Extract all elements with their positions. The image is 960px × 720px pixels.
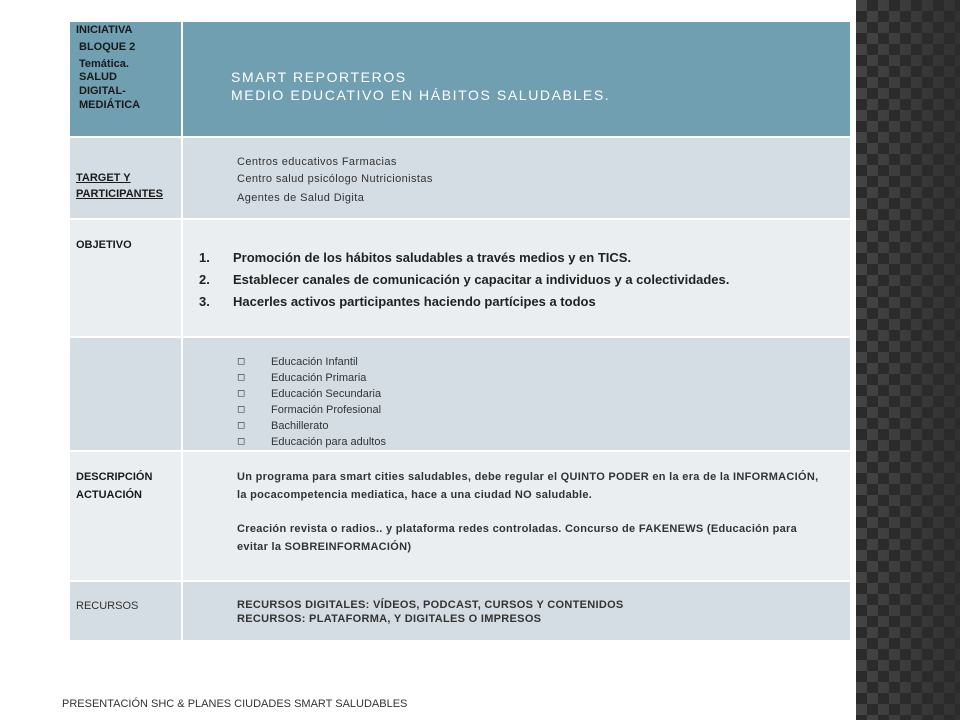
row-objective bbox=[69, 219, 851, 337]
initiative-label-cell bbox=[69, 21, 182, 137]
target-label-line-2: PARTICIPANTES bbox=[76, 188, 163, 200]
description-label-line-2: ACTUACIÓN bbox=[76, 489, 142, 501]
target-line-2: Centro salud psicólogo Nutricionistas bbox=[237, 173, 433, 185]
checkbox-icon: ◻ bbox=[237, 436, 246, 447]
objective-text: Establecer canales de comunicación y capacitar a individuos y a colectividades. bbox=[233, 272, 730, 287]
checkbox-icon: ◻ bbox=[237, 388, 246, 399]
row-target bbox=[69, 137, 851, 219]
levels-label-cell bbox=[69, 337, 182, 451]
level-item bbox=[237, 354, 850, 370]
initiative-table bbox=[68, 20, 852, 642]
initiative-title-line-1: SMART REPORTEROS bbox=[231, 69, 407, 85]
theme-line-3: MEDIÁTICA bbox=[79, 98, 141, 111]
objective-number: 2. bbox=[199, 272, 210, 287]
decorative-side-panel bbox=[856, 0, 960, 720]
objective-list bbox=[199, 248, 850, 312]
level-label: Formación Profesional bbox=[271, 404, 382, 416]
target-label-cell bbox=[69, 137, 182, 219]
target-content-cell bbox=[182, 137, 851, 219]
description-paragraph-2: Creación revista o radios.. y plataforma redes controladas. Concurso de FAKENEWS (Educación para evitar la SOBREINFORMACIÓN) bbox=[237, 523, 797, 553]
target-label-line-1: TARGET Y bbox=[76, 172, 131, 184]
checkbox-icon: ◻ bbox=[237, 420, 246, 431]
theme-label: Temática. bbox=[79, 57, 129, 70]
initiative-label: INICIATIVA bbox=[76, 24, 133, 36]
description-paragraph-1: Un programa para smart cities saludables, debe regular el QUINTO PODER en la era de la INFORMACIÓN, la pocacompetencia mediatica, hace a una ciudad NO saludable. bbox=[237, 471, 819, 501]
level-label: Educación Primaria bbox=[271, 372, 367, 384]
objective-label-cell bbox=[69, 219, 182, 337]
description-content-cell bbox=[182, 451, 851, 581]
row-description bbox=[69, 451, 851, 581]
resources-line-2: RECURSOS: PLATAFORMA, Y DIGITALES O IMPRESOS bbox=[237, 613, 542, 625]
checkbox-icon: ◻ bbox=[237, 372, 246, 383]
levels-content-cell bbox=[182, 337, 851, 451]
theme-line-2: DIGITAL- bbox=[79, 85, 126, 97]
description-label-cell bbox=[69, 451, 182, 581]
levels-list bbox=[237, 354, 850, 450]
checkbox-icon: ◻ bbox=[237, 404, 246, 415]
objective-number: 1. bbox=[199, 250, 210, 265]
objective-item bbox=[199, 270, 850, 290]
resources-line-1: RECURSOS DIGITALES: VÍDEOS, PODCAST, CURSOS Y CONTENIDOS bbox=[237, 599, 624, 611]
level-item bbox=[237, 402, 850, 418]
level-item bbox=[237, 386, 850, 402]
target-line-1: Centros educativos Farmacias bbox=[237, 156, 397, 168]
row-resources bbox=[69, 581, 851, 641]
row-levels bbox=[69, 337, 851, 451]
resources-content-cell bbox=[182, 581, 851, 641]
level-label: Bachillerato bbox=[271, 420, 329, 432]
objective-label: OBJETIVO bbox=[76, 239, 132, 251]
resources-label-cell bbox=[69, 581, 182, 641]
description-label-line-1: DESCRIPCIÓN bbox=[76, 471, 153, 483]
theme-line-1: SALUD bbox=[79, 71, 117, 84]
level-item bbox=[237, 370, 850, 386]
row-initiative bbox=[69, 21, 851, 137]
target-line-3: Agentes de Salud Digita bbox=[237, 192, 365, 204]
footer-text: PRESENTACIÓN SHC & PLANES CIUDADES SMART SALUDABLES bbox=[62, 698, 408, 710]
level-item bbox=[237, 434, 850, 450]
objective-text: Promoción de los hábitos saludables a través medios y en TICS. bbox=[233, 250, 632, 265]
level-label: Educación para adultos bbox=[271, 436, 386, 448]
block-label: BLOQUE 2 bbox=[79, 40, 136, 53]
objective-text: Hacerles activos participantes haciendo partícipes a todos bbox=[233, 294, 596, 309]
level-item bbox=[237, 418, 850, 434]
initiative-title-line-2: MEDIO EDUCATIVO EN HÁBITOS SALUDABLES. bbox=[231, 87, 611, 103]
level-label: Educación Secundaria bbox=[271, 388, 382, 400]
resources-label: RECURSOS bbox=[76, 600, 139, 612]
level-label: Educación Infantil bbox=[271, 356, 358, 368]
checkbox-icon: ◻ bbox=[237, 356, 246, 367]
initiative-title-cell bbox=[182, 21, 851, 137]
objective-content-cell bbox=[182, 219, 851, 337]
objective-number: 3. bbox=[199, 294, 210, 309]
objective-item bbox=[199, 248, 850, 268]
objective-item bbox=[199, 292, 850, 312]
